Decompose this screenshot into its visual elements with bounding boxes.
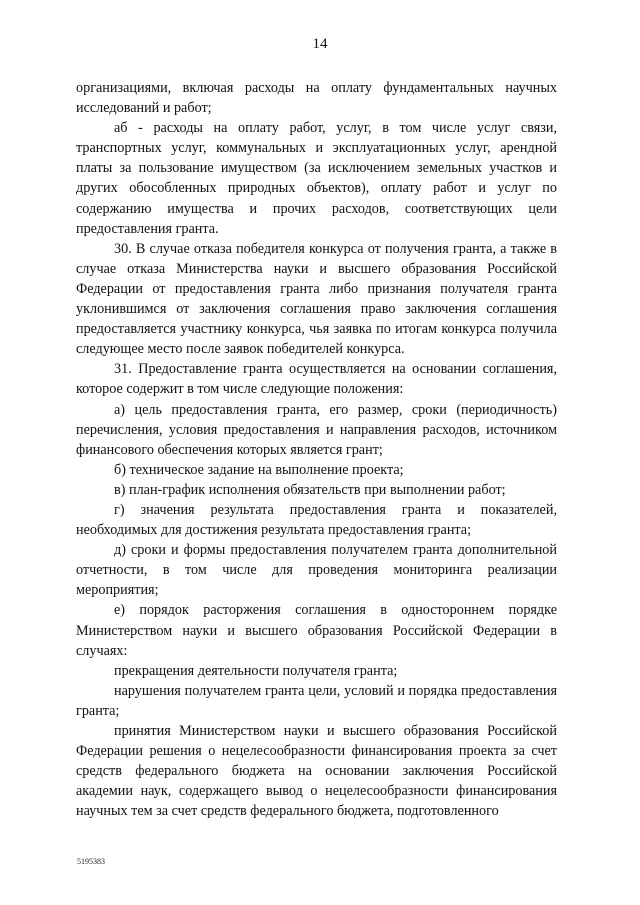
- list-item: д) сроки и формы предоставления получателем гранта дополнительной отчетности, в том числе для проведения мониторинга реализации мероприятия;: [76, 542, 557, 599]
- list-item: в) план-график исполнения обязательств при выполнении работ;: [114, 481, 506, 498]
- paragraph: 31. Предоставление гранта осуществляется на основании соглашения, которое содержит в том числе следующие положения:: [76, 361, 557, 398]
- document-code: 5195383: [77, 857, 105, 866]
- page-number: 14: [312, 36, 328, 52]
- paragraph: 30. В случае отказа победителя конкурса от получения гранта, а также в случае отказа Министерства науки и высшего образования Российской Федерации от предоставления гранта либо признания получателя гранта уклонившимся от заключения соглашения право заключения соглашения предоставляется участнику конкурса, чья заявка по итогам конкурса получила следующее место после заявок победителей конкурса.: [76, 240, 557, 358]
- list-item: е) порядок расторжения соглашения в одностороннем порядке Министерством науки и высшего образования Российской Федерации в случаях:: [76, 602, 557, 659]
- list-item: б) техническое задание на выполнение проекта;: [114, 461, 404, 478]
- paragraph: аб - расходы на оплату работ, услуг, в том числе услуг связи, транспортных услуг, коммунальных и эксплуатационных услуг, арендной платы за пользование имуществом (за исключением земельных участков и других обособленных природных объектов), оплату работ и услуг по содержанию имущества и прочих расходов, соответствующих цели предоставления гранта.: [76, 120, 557, 237]
- sub-list-item: нарушения получателем гранта цели, условий и порядка предоставления гранта;: [76, 682, 557, 719]
- list-item: г) значения результата предоставления гранта и показателей, необходимых для достижения результата предоставления гранта;: [76, 501, 557, 539]
- list-item: а) цель предоставления гранта, его размер, сроки (периодичность) перечисления, условия предоставления и направления расходов, источником финансового обеспечения которых является грант;: [76, 401, 557, 458]
- sub-list-item: прекращения деятельности получателя гранта;: [114, 662, 398, 679]
- sub-list-item: принятия Министерством науки и высшего образования Российской Федерации решения о нецелесообразности финансирования проекта за счет средств федерального бюджета на основании заключения Российской академии наук, содержащего вывод о нецелесообразности финансирования научных тем за счет средств федерального бюджета, подготовленного: [76, 723, 557, 820]
- document-body: [76, 78, 557, 821]
- paragraph: организациями, включая расходы на оплату фундаментальных научных исследований и работ;: [76, 80, 557, 117]
